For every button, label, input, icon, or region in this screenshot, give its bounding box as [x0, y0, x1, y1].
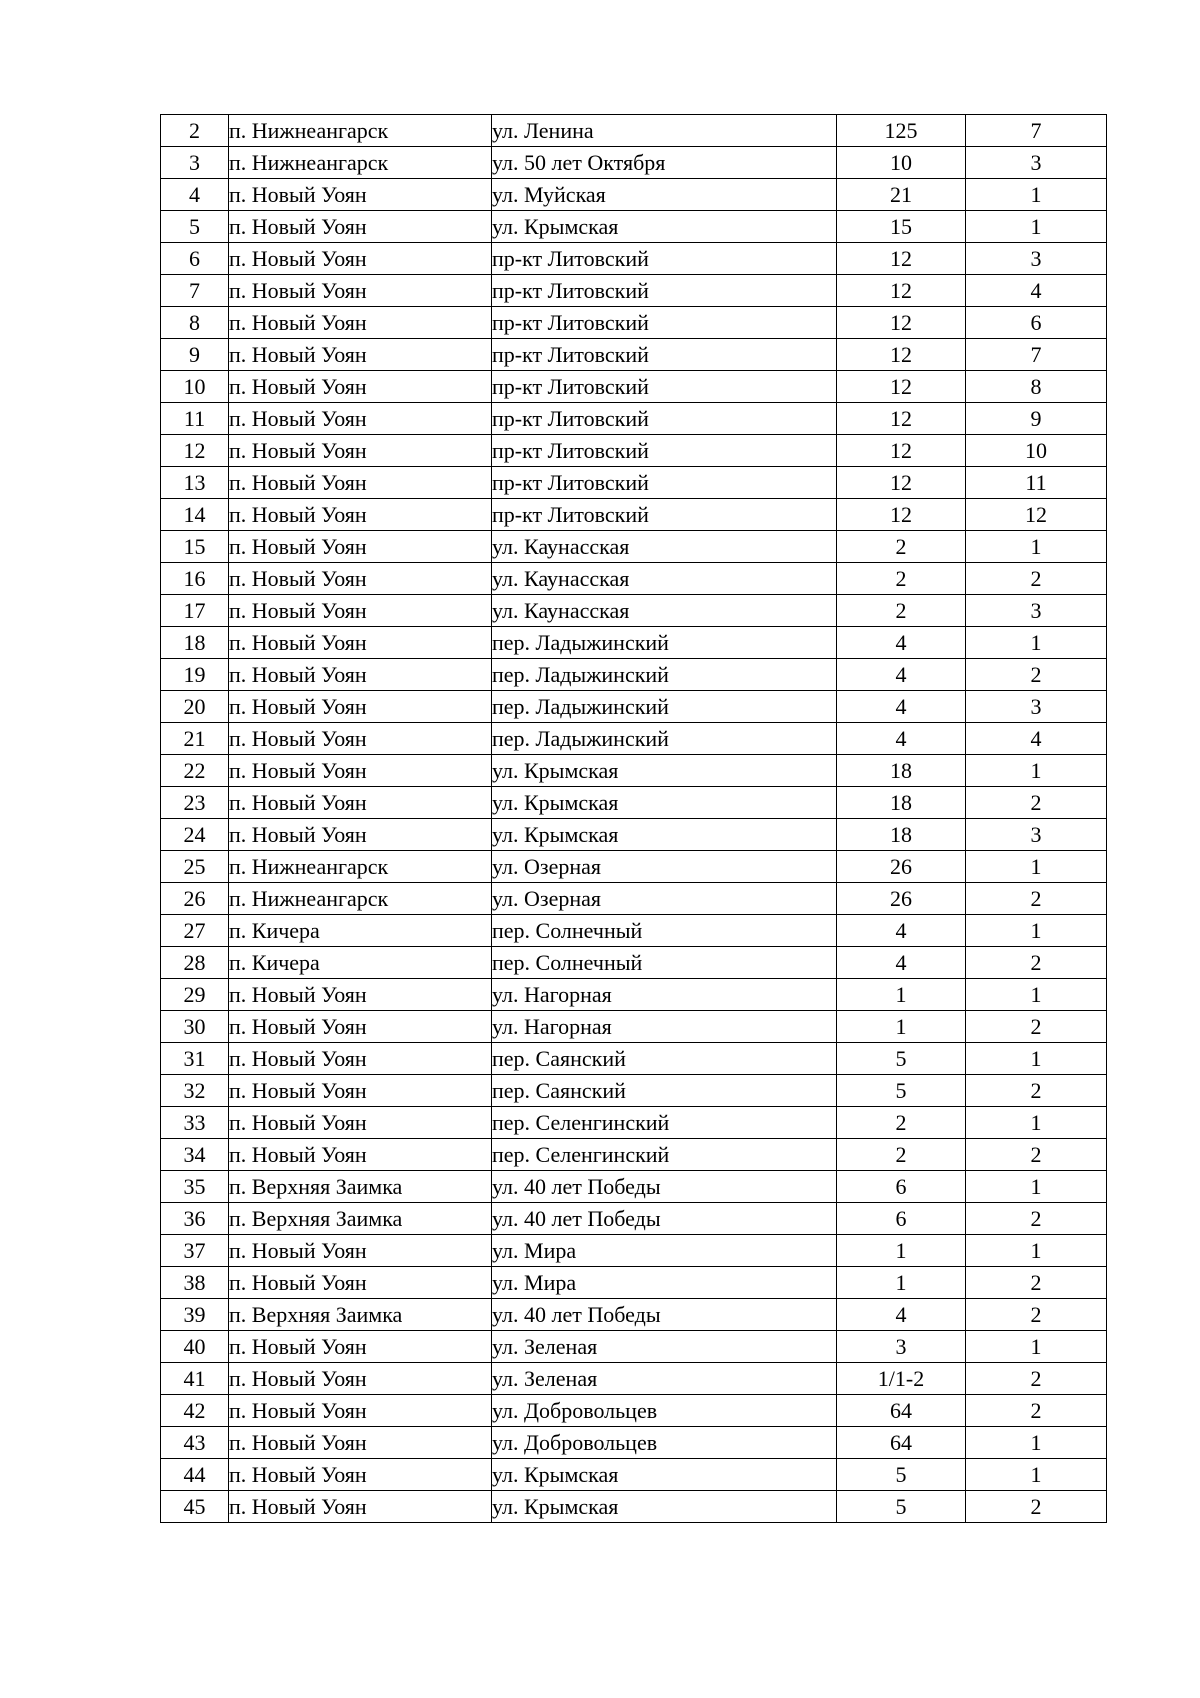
table-row	[161, 979, 1107, 1011]
house-number-cell: 12	[837, 339, 966, 371]
row-number: 17	[161, 595, 229, 627]
apartment-number-cell: 1	[966, 627, 1107, 659]
house-number-cell: 26	[837, 883, 966, 915]
table-row	[161, 1267, 1107, 1299]
row-number: 6	[161, 243, 229, 275]
settlement-cell: п. Верхняя Заимка	[229, 1203, 492, 1235]
table-row	[161, 595, 1107, 627]
apartment-number-cell: 2	[966, 1203, 1107, 1235]
street-cell: ул. Крымская	[492, 755, 837, 787]
apartment-number-cell: 6	[966, 307, 1107, 339]
row-number: 18	[161, 627, 229, 659]
street-cell: ул. Озерная	[492, 851, 837, 883]
street-cell: пр-кт Литовский	[492, 499, 837, 531]
row-number: 7	[161, 275, 229, 307]
settlement-cell: п. Новый Уоян	[229, 371, 492, 403]
street-cell: пр-кт Литовский	[492, 243, 837, 275]
street-cell: ул. 40 лет Победы	[492, 1203, 837, 1235]
row-number: 24	[161, 819, 229, 851]
house-number-cell: 6	[837, 1171, 966, 1203]
apartment-number-cell: 1	[966, 211, 1107, 243]
street-cell: пер. Саянский	[492, 1075, 837, 1107]
street-cell: пер. Солнечный	[492, 915, 837, 947]
street-cell: ул. Мира	[492, 1235, 837, 1267]
row-number: 8	[161, 307, 229, 339]
settlement-cell: п. Новый Уоян	[229, 755, 492, 787]
house-number-cell: 2	[837, 563, 966, 595]
house-number-cell: 12	[837, 403, 966, 435]
settlement-cell: п. Новый Уоян	[229, 691, 492, 723]
row-number: 38	[161, 1267, 229, 1299]
apartment-number-cell: 1	[966, 1331, 1107, 1363]
row-number: 40	[161, 1331, 229, 1363]
row-number: 36	[161, 1203, 229, 1235]
house-number-cell: 64	[837, 1427, 966, 1459]
row-number: 28	[161, 947, 229, 979]
house-number-cell: 21	[837, 179, 966, 211]
house-number-cell: 4	[837, 723, 966, 755]
table-row	[161, 883, 1107, 915]
row-number: 23	[161, 787, 229, 819]
apartment-number-cell: 3	[966, 147, 1107, 179]
street-cell: ул. 50 лет Октября	[492, 147, 837, 179]
street-cell: ул. Крымская	[492, 787, 837, 819]
row-number: 35	[161, 1171, 229, 1203]
row-number: 34	[161, 1139, 229, 1171]
table-row	[161, 755, 1107, 787]
settlement-cell: п. Новый Уоян	[229, 499, 492, 531]
street-cell: ул. Нагорная	[492, 1011, 837, 1043]
table-row	[161, 531, 1107, 563]
settlement-cell: п. Новый Уоян	[229, 787, 492, 819]
apartment-number-cell: 1	[966, 915, 1107, 947]
house-number-cell: 125	[837, 115, 966, 147]
row-number: 26	[161, 883, 229, 915]
table-row	[161, 275, 1107, 307]
apartment-number-cell: 10	[966, 435, 1107, 467]
row-number: 13	[161, 467, 229, 499]
house-number-cell: 12	[837, 499, 966, 531]
settlement-cell: п. Новый Уоян	[229, 1107, 492, 1139]
house-number-cell: 2	[837, 1107, 966, 1139]
settlement-cell: п. Новый Уоян	[229, 211, 492, 243]
street-cell: ул. Каунасская	[492, 531, 837, 563]
settlement-cell: п. Новый Уоян	[229, 1043, 492, 1075]
row-number: 15	[161, 531, 229, 563]
street-cell: ул. 40 лет Победы	[492, 1299, 837, 1331]
street-cell: ул. Зеленая	[492, 1331, 837, 1363]
apartment-number-cell: 8	[966, 371, 1107, 403]
house-number-cell: 4	[837, 947, 966, 979]
house-number-cell: 12	[837, 243, 966, 275]
row-number: 37	[161, 1235, 229, 1267]
apartment-number-cell: 2	[966, 1011, 1107, 1043]
row-number: 9	[161, 339, 229, 371]
street-cell: ул. Добровольцев	[492, 1395, 837, 1427]
table-row	[161, 1395, 1107, 1427]
house-number-cell: 10	[837, 147, 966, 179]
settlement-cell: п. Новый Уоян	[229, 595, 492, 627]
street-cell: пр-кт Литовский	[492, 307, 837, 339]
table-row	[161, 179, 1107, 211]
house-number-cell: 4	[837, 659, 966, 691]
apartment-number-cell: 12	[966, 499, 1107, 531]
house-number-cell: 1	[837, 1267, 966, 1299]
table-row	[161, 787, 1107, 819]
settlement-cell: п. Новый Уоян	[229, 1491, 492, 1523]
street-cell: ул. Каунасская	[492, 595, 837, 627]
settlement-cell: п. Новый Уоян	[229, 1395, 492, 1427]
house-number-cell: 3	[837, 1331, 966, 1363]
house-number-cell: 2	[837, 1139, 966, 1171]
table-row	[161, 499, 1107, 531]
row-number: 41	[161, 1363, 229, 1395]
house-number-cell: 4	[837, 627, 966, 659]
street-cell: ул. Крымская	[492, 1491, 837, 1523]
table-row	[161, 115, 1107, 147]
apartment-number-cell: 2	[966, 883, 1107, 915]
row-number: 10	[161, 371, 229, 403]
row-number: 20	[161, 691, 229, 723]
table-row	[161, 1139, 1107, 1171]
table-row	[161, 627, 1107, 659]
apartment-number-cell: 1	[966, 1235, 1107, 1267]
row-number: 21	[161, 723, 229, 755]
table-row	[161, 563, 1107, 595]
row-number: 45	[161, 1491, 229, 1523]
house-number-cell: 18	[837, 755, 966, 787]
settlement-cell: п. Новый Уоян	[229, 531, 492, 563]
apartment-number-cell: 2	[966, 563, 1107, 595]
street-cell: пер. Ладыжинский	[492, 691, 837, 723]
apartment-number-cell: 7	[966, 339, 1107, 371]
house-number-cell: 12	[837, 275, 966, 307]
apartment-number-cell: 2	[966, 947, 1107, 979]
address-table	[160, 114, 1107, 1523]
street-cell: ул. Нагорная	[492, 979, 837, 1011]
row-number: 19	[161, 659, 229, 691]
row-number: 27	[161, 915, 229, 947]
apartment-number-cell: 1	[966, 1427, 1107, 1459]
table-row	[161, 659, 1107, 691]
row-number: 22	[161, 755, 229, 787]
settlement-cell: п. Нижнеангарск	[229, 147, 492, 179]
table-row	[161, 819, 1107, 851]
settlement-cell: п. Нижнеангарск	[229, 883, 492, 915]
apartment-number-cell: 2	[966, 1363, 1107, 1395]
settlement-cell: п. Кичера	[229, 947, 492, 979]
street-cell: ул. Крымская	[492, 211, 837, 243]
settlement-cell: п. Новый Уоян	[229, 1267, 492, 1299]
house-number-cell: 4	[837, 1299, 966, 1331]
row-number: 43	[161, 1427, 229, 1459]
house-number-cell: 2	[837, 595, 966, 627]
settlement-cell: п. Новый Уоян	[229, 1235, 492, 1267]
house-number-cell: 18	[837, 819, 966, 851]
row-number: 2	[161, 115, 229, 147]
apartment-number-cell: 2	[966, 1139, 1107, 1171]
row-number: 16	[161, 563, 229, 595]
apartment-number-cell: 1	[966, 1171, 1107, 1203]
apartment-number-cell: 1	[966, 1107, 1107, 1139]
apartment-number-cell: 1	[966, 851, 1107, 883]
street-cell: пер. Солнечный	[492, 947, 837, 979]
settlement-cell: п. Верхняя Заимка	[229, 1171, 492, 1203]
house-number-cell: 5	[837, 1459, 966, 1491]
row-number: 39	[161, 1299, 229, 1331]
house-number-cell: 5	[837, 1075, 966, 1107]
house-number-cell: 5	[837, 1043, 966, 1075]
settlement-cell: п. Новый Уоян	[229, 563, 492, 595]
street-cell: пр-кт Литовский	[492, 339, 837, 371]
house-number-cell: 1	[837, 1235, 966, 1267]
settlement-cell: п. Новый Уоян	[229, 307, 492, 339]
settlement-cell: п. Новый Уоян	[229, 1363, 492, 1395]
row-number: 42	[161, 1395, 229, 1427]
table-row	[161, 1107, 1107, 1139]
apartment-number-cell: 2	[966, 787, 1107, 819]
table-row	[161, 1011, 1107, 1043]
settlement-cell: п. Новый Уоян	[229, 1459, 492, 1491]
table-row	[161, 147, 1107, 179]
row-number: 31	[161, 1043, 229, 1075]
apartment-number-cell: 1	[966, 755, 1107, 787]
table-row	[161, 339, 1107, 371]
street-cell: ул. Крымская	[492, 1459, 837, 1491]
table-row	[161, 307, 1107, 339]
settlement-cell: п. Новый Уоян	[229, 627, 492, 659]
table-row	[161, 1171, 1107, 1203]
house-number-cell: 4	[837, 691, 966, 723]
street-cell: пр-кт Литовский	[492, 467, 837, 499]
apartment-number-cell: 3	[966, 243, 1107, 275]
house-number-cell: 2	[837, 531, 966, 563]
house-number-cell: 6	[837, 1203, 966, 1235]
street-cell: пер. Селенгинский	[492, 1139, 837, 1171]
house-number-cell: 26	[837, 851, 966, 883]
street-cell: ул. Ленина	[492, 115, 837, 147]
street-cell: пер. Саянский	[492, 1043, 837, 1075]
table-row	[161, 915, 1107, 947]
house-number-cell: 12	[837, 307, 966, 339]
row-number: 30	[161, 1011, 229, 1043]
settlement-cell: п. Новый Уоян	[229, 467, 492, 499]
table-row	[161, 1427, 1107, 1459]
settlement-cell: п. Новый Уоян	[229, 339, 492, 371]
row-number: 4	[161, 179, 229, 211]
row-number: 3	[161, 147, 229, 179]
street-cell: пер. Ладыжинский	[492, 659, 837, 691]
street-cell: ул. Крымская	[492, 819, 837, 851]
table-row	[161, 1331, 1107, 1363]
row-number: 33	[161, 1107, 229, 1139]
house-number-cell: 1	[837, 1011, 966, 1043]
table-row	[161, 435, 1107, 467]
street-cell: ул. Зеленая	[492, 1363, 837, 1395]
apartment-number-cell: 3	[966, 819, 1107, 851]
row-number: 12	[161, 435, 229, 467]
house-number-cell: 1/1-2	[837, 1363, 966, 1395]
street-cell: пер. Ладыжинский	[492, 627, 837, 659]
house-number-cell: 18	[837, 787, 966, 819]
street-cell: пр-кт Литовский	[492, 403, 837, 435]
street-cell: пер. Ладыжинский	[492, 723, 837, 755]
settlement-cell: п. Новый Уоян	[229, 1075, 492, 1107]
street-cell: ул. Каунасская	[492, 563, 837, 595]
apartment-number-cell: 1	[966, 1043, 1107, 1075]
street-cell: ул. Добровольцев	[492, 1427, 837, 1459]
apartment-number-cell: 1	[966, 979, 1107, 1011]
street-cell: ул. Озерная	[492, 883, 837, 915]
apartment-number-cell: 1	[966, 1459, 1107, 1491]
row-number: 44	[161, 1459, 229, 1491]
apartment-number-cell: 2	[966, 1395, 1107, 1427]
settlement-cell: п. Верхняя Заимка	[229, 1299, 492, 1331]
table-row	[161, 1235, 1107, 1267]
table-row	[161, 1459, 1107, 1491]
address-table-body	[161, 115, 1107, 1523]
house-number-cell: 5	[837, 1491, 966, 1523]
street-cell: пр-кт Литовский	[492, 275, 837, 307]
settlement-cell: п. Новый Уоян	[229, 403, 492, 435]
apartment-number-cell: 1	[966, 531, 1107, 563]
house-number-cell: 12	[837, 435, 966, 467]
apartment-number-cell: 2	[966, 1299, 1107, 1331]
row-number: 5	[161, 211, 229, 243]
house-number-cell: 4	[837, 915, 966, 947]
row-number: 14	[161, 499, 229, 531]
row-number: 32	[161, 1075, 229, 1107]
settlement-cell: п. Новый Уоян	[229, 179, 492, 211]
row-number: 29	[161, 979, 229, 1011]
street-cell: ул. 40 лет Победы	[492, 1171, 837, 1203]
street-cell: пр-кт Литовский	[492, 371, 837, 403]
table-row	[161, 1491, 1107, 1523]
apartment-number-cell: 9	[966, 403, 1107, 435]
settlement-cell: п. Новый Уоян	[229, 243, 492, 275]
table-row	[161, 1363, 1107, 1395]
street-cell: ул. Муйская	[492, 179, 837, 211]
table-row	[161, 1043, 1107, 1075]
house-number-cell: 12	[837, 467, 966, 499]
settlement-cell: п. Новый Уоян	[229, 1331, 492, 1363]
settlement-cell: п. Новый Уоян	[229, 659, 492, 691]
street-cell: ул. Мира	[492, 1267, 837, 1299]
settlement-cell: п. Новый Уоян	[229, 979, 492, 1011]
row-number: 25	[161, 851, 229, 883]
table-row	[161, 371, 1107, 403]
table-row	[161, 851, 1107, 883]
table-row	[161, 211, 1107, 243]
apartment-number-cell: 1	[966, 179, 1107, 211]
apartment-number-cell: 3	[966, 595, 1107, 627]
house-number-cell: 15	[837, 211, 966, 243]
table-row	[161, 1203, 1107, 1235]
house-number-cell: 1	[837, 979, 966, 1011]
table-row	[161, 947, 1107, 979]
settlement-cell: п. Нижнеангарск	[229, 115, 492, 147]
table-row	[161, 1299, 1107, 1331]
table-row	[161, 467, 1107, 499]
apartment-number-cell: 7	[966, 115, 1107, 147]
settlement-cell: п. Новый Уоян	[229, 275, 492, 307]
house-number-cell: 64	[837, 1395, 966, 1427]
settlement-cell: п. Новый Уоян	[229, 723, 492, 755]
table-row	[161, 723, 1107, 755]
apartment-number-cell: 2	[966, 659, 1107, 691]
house-number-cell: 12	[837, 371, 966, 403]
table-row	[161, 243, 1107, 275]
table-row	[161, 691, 1107, 723]
table-row	[161, 403, 1107, 435]
apartment-number-cell: 2	[966, 1267, 1107, 1299]
apartment-number-cell: 3	[966, 691, 1107, 723]
settlement-cell: п. Новый Уоян	[229, 435, 492, 467]
settlement-cell: п. Новый Уоян	[229, 1139, 492, 1171]
settlement-cell: п. Нижнеангарск	[229, 851, 492, 883]
row-number: 11	[161, 403, 229, 435]
apartment-number-cell: 2	[966, 1491, 1107, 1523]
street-cell: пер. Селенгинский	[492, 1107, 837, 1139]
apartment-number-cell: 4	[966, 275, 1107, 307]
settlement-cell: п. Кичера	[229, 915, 492, 947]
apartment-number-cell: 4	[966, 723, 1107, 755]
apartment-number-cell: 2	[966, 1075, 1107, 1107]
table-row	[161, 1075, 1107, 1107]
street-cell: пр-кт Литовский	[492, 435, 837, 467]
apartment-number-cell: 11	[966, 467, 1107, 499]
settlement-cell: п. Новый Уоян	[229, 819, 492, 851]
settlement-cell: п. Новый Уоян	[229, 1011, 492, 1043]
settlement-cell: п. Новый Уоян	[229, 1427, 492, 1459]
